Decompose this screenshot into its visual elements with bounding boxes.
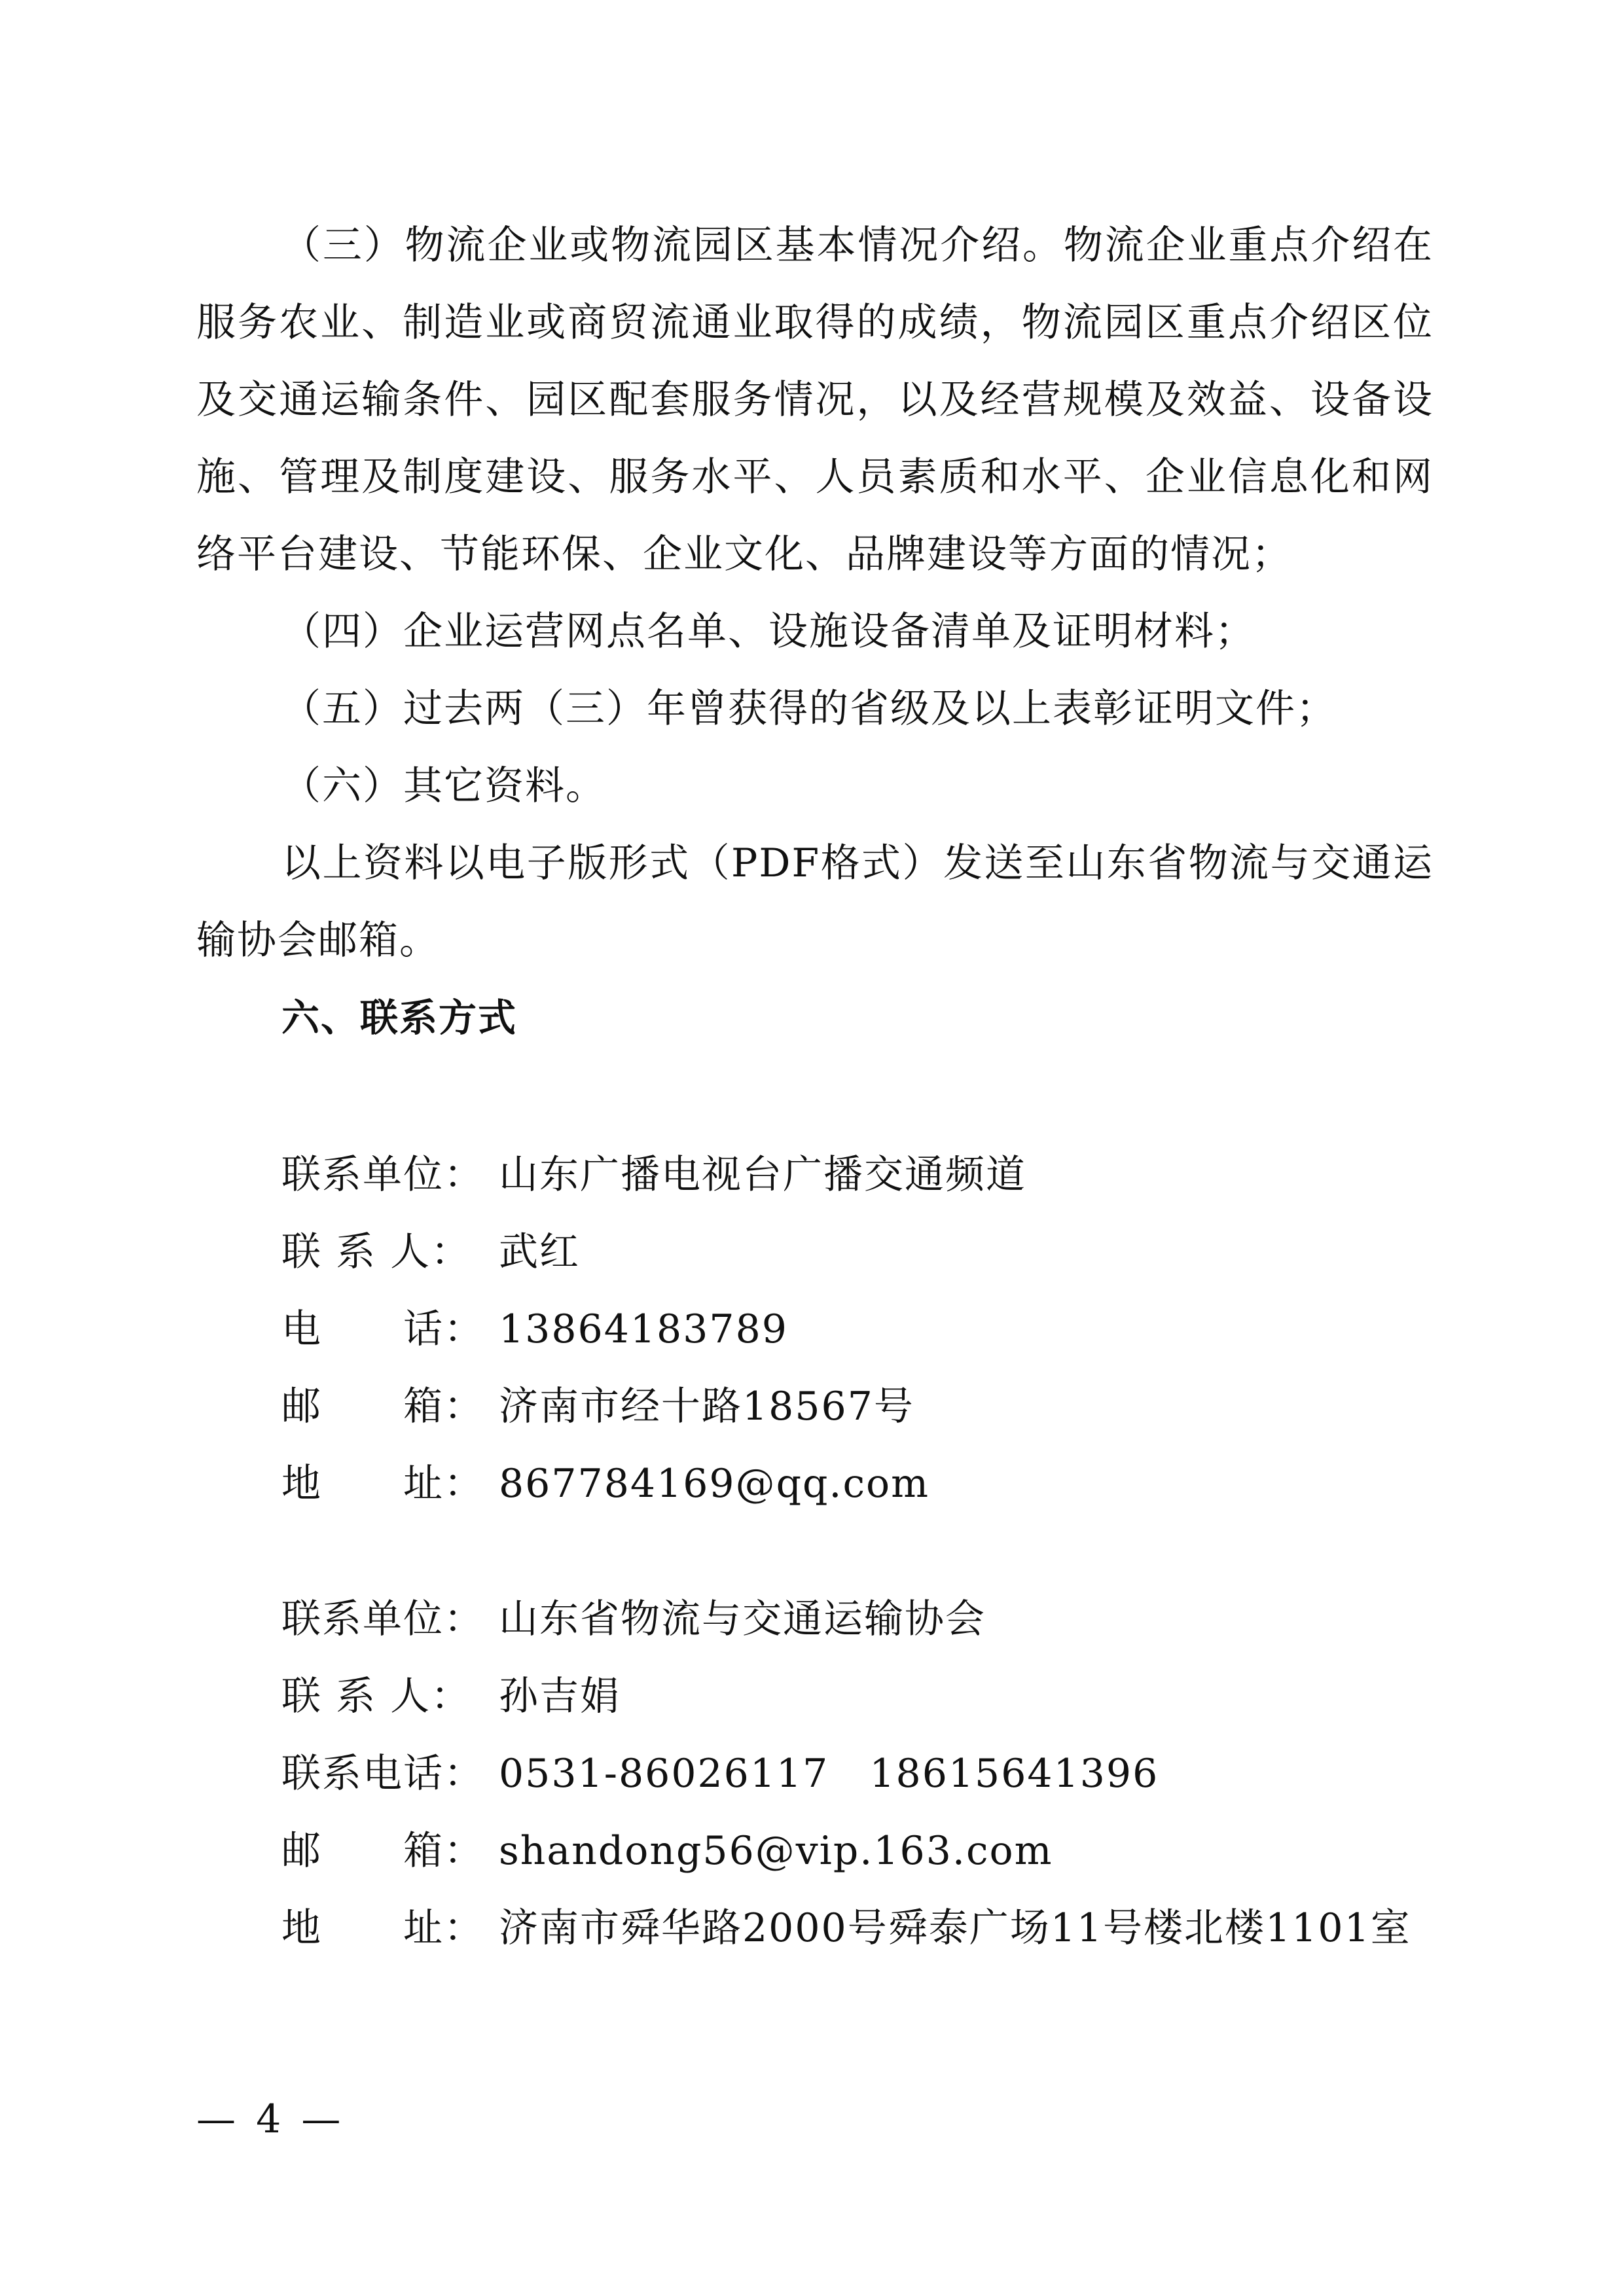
contact-unit-value: 山东省物流与交通运输协会 bbox=[499, 1596, 986, 1642]
contact-person-label: 联 系 人： bbox=[281, 1229, 472, 1275]
paragraph-4-outlet-list: （四）企业运营网点名单、设施设备清单及证明材料； bbox=[281, 609, 1255, 655]
contact-block-2 bbox=[281, 1581, 1473, 1967]
contact-mailbox-value: 济南市经十路18567号 bbox=[499, 1384, 914, 1429]
contact-row-mailbox bbox=[281, 1368, 1473, 1445]
contact-address-label: 地 址： bbox=[281, 1905, 484, 1951]
contact-address-value: 济南市舜华路2000号舜泰广场11号楼北楼1101室 bbox=[499, 1905, 1411, 1951]
contact-row-person bbox=[281, 1658, 1473, 1735]
contact-row-mailbox bbox=[281, 1812, 1473, 1890]
body-text bbox=[196, 207, 1434, 1056]
paragraph-5-honor-documents: （五）过去两（三）年曾获得的省级及以上表彰证明文件； bbox=[281, 686, 1337, 732]
contact-person-value: 孙吉娟 bbox=[499, 1674, 621, 1719]
contact-mailbox-label: 邮 箱： bbox=[281, 1384, 484, 1429]
contact-row-phone bbox=[281, 1291, 1473, 1368]
contact-unit-label: 联系单位： bbox=[281, 1152, 484, 1198]
contact-unit-label: 联系单位： bbox=[281, 1596, 484, 1642]
contact-row-person bbox=[281, 1213, 1473, 1291]
contact-address-value: 867784169@qq.com bbox=[499, 1461, 930, 1507]
contact-mailbox-value: shandong56@vip.163.com bbox=[499, 1828, 1053, 1874]
contact-block-1 bbox=[281, 1136, 1473, 1522]
contact-mailbox-label: 邮 箱： bbox=[281, 1828, 484, 1874]
contact-row-unit bbox=[281, 1136, 1473, 1213]
paragraph-3-company-introduction: （三）物流企业或物流园区基本情况介绍。物流企业重点介绍在服务农业、制造业或商贸流通业取得的成绩，物流园区重点介绍区位及交通运输条件、园区配套服务情况，以及经营规模及效益、设备设施、管理及制度建设、服务水平、人员素质和水平、企业信息化和网络平台建设、节能环保、企业文化、品牌建设等方面的情况； bbox=[196, 223, 1434, 577]
contact-row-unit bbox=[281, 1581, 1473, 1658]
contact-phone-label: 电 话： bbox=[281, 1306, 484, 1352]
contact-phone-value: 13864183789 bbox=[499, 1306, 788, 1352]
contact-phone-value: 0531-86026117 18615641396 bbox=[499, 1751, 1159, 1797]
contact-row-phone bbox=[281, 1735, 1473, 1812]
page-number: — 4 — bbox=[196, 2096, 345, 2142]
contact-person-value: 武红 bbox=[499, 1229, 580, 1275]
contact-person-label: 联 系 人： bbox=[281, 1674, 472, 1719]
paragraph-6-other-materials: （六）其它资料。 bbox=[281, 763, 606, 809]
contact-row-address bbox=[281, 1445, 1473, 1522]
section-heading-contact: 六、联系方式 bbox=[281, 996, 518, 1040]
contact-phone-label: 联系电话： bbox=[281, 1751, 484, 1797]
contact-unit-value: 山东广播电视台广播交通频道 bbox=[499, 1152, 1026, 1198]
paragraph-submission-note: 以上资料以电子版形式（PDF格式）发送至山东省物流与交通运输协会邮箱。 bbox=[196, 840, 1434, 963]
contact-address-label: 地 址： bbox=[281, 1461, 484, 1507]
contact-row-address bbox=[281, 1890, 1473, 1967]
